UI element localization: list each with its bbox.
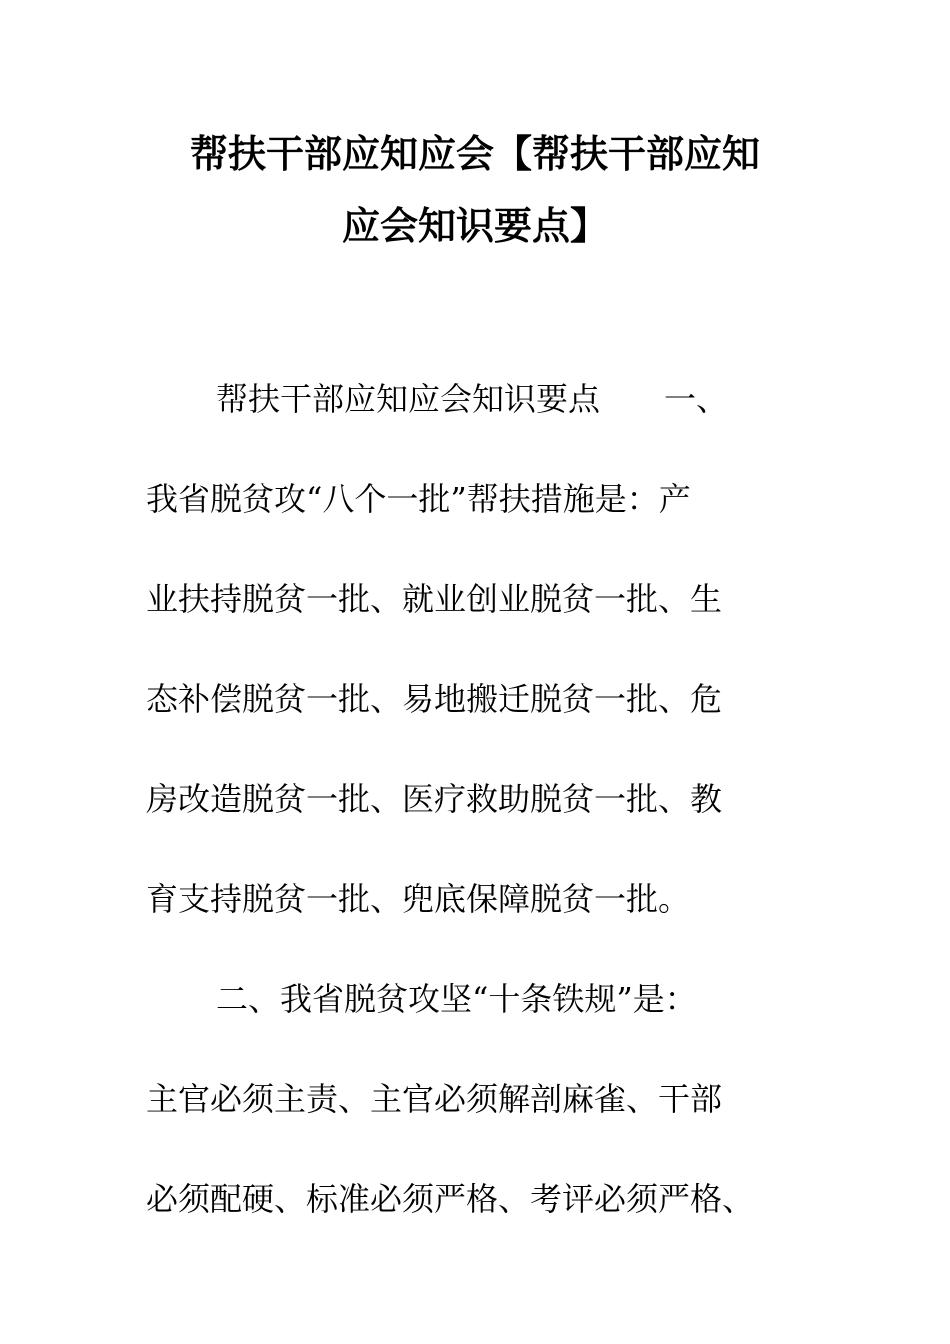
paragraph-line-2: 我省脱贫攻“八个一批”帮扶措施是：产 — [146, 480, 691, 518]
paragraph-line-3: 业扶持脱贫一批、就业创业脱贫一批、生 — [146, 580, 723, 618]
paragraph-line-9: 必须配硬、标准必须严格、考评必须严格、 — [146, 1180, 755, 1218]
paragraph-line-1: 帮扶干部应知应会知识要点 一、 — [216, 380, 729, 418]
paragraph-line-4: 态补偿脱贫一批、易地搬迁脱贫一批、危 — [146, 680, 723, 718]
paragraph-line-5: 房改造脱贫一批、医疗救助脱贫一批、教 — [146, 780, 723, 818]
document-title-line-1: 帮扶干部应知应会【帮扶干部应知 — [189, 131, 760, 176]
paragraph-line-6: 育支持脱贫一批、兜底保障脱贫一批。 — [146, 880, 691, 918]
document-title-line-2: 应会知识要点】 — [341, 203, 608, 248]
paragraph-line-8: 主官必须主责、主官必须解剖麻雀、干部 — [146, 1080, 723, 1118]
paragraph-line-7: 二、我省脱贫攻坚“十条铁规”是： — [216, 980, 697, 1018]
